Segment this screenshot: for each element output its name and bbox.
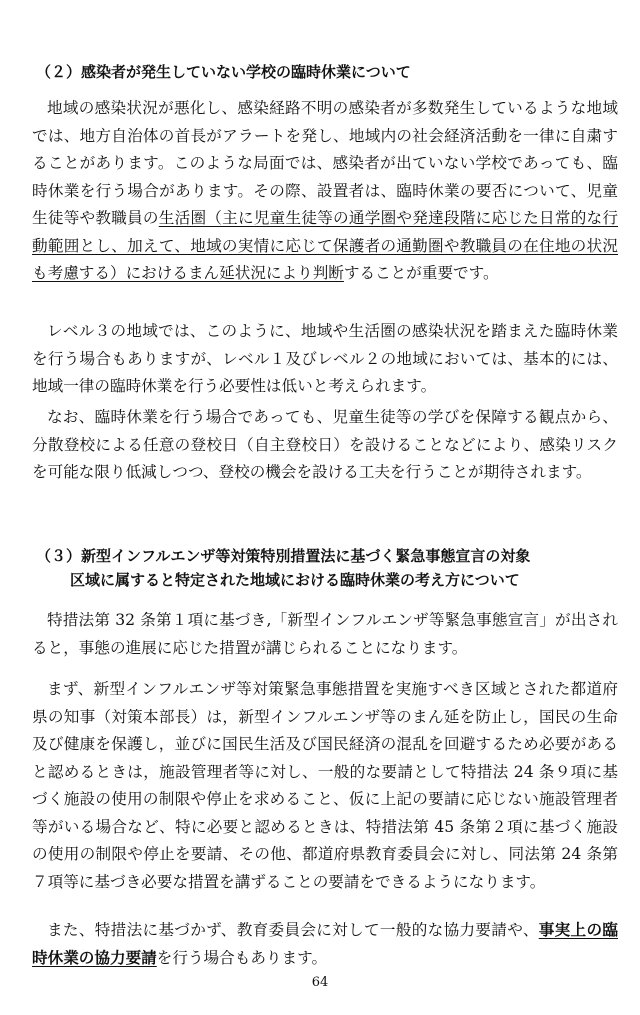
s3p2-text: まず、新型インフルエンザ等対策緊急事態措置を実施すべき区域とされた都道府県の知事（対策本部長）は，新型インフルエンザ等のまん延を防止し，国民の生命及び健康を保護し，並びに国民生活及び国民経済の混乱を回避するため必要があると認めるときは，施設管理者等に対し、一般的な要請として特措法 24 条９項に基づく施設の使用の制限や停止を求めること、仮に上記の要請に応じない施設管理者等がいる場合など、特に必要と認めるときは、特措法第 45 条第２項に基づく施設の使用の制限や停止を要請、その他、都道府県教育委員会に対し、同法第 24 条第７項等に基づき必要な措置を講ずることの要請をできるようになります。 <box>32 680 618 891</box>
section-2-paragraph-3 <box>32 404 618 487</box>
section-3-heading-line-1: （３）新型インフルエンザ等対策特別措置法に基づく緊急事態宣言の対象 <box>36 547 531 565</box>
s3p3-text-after: を行う場合もあります。 <box>156 948 328 967</box>
section-2-heading-text: （２）感染者が発生していない学校の臨時休業について <box>36 63 411 81</box>
section-2-heading <box>36 60 616 84</box>
s2p1-text-after: することが重要です。 <box>343 264 499 282</box>
section-3-heading-line-2: 区域に属すると特定された地域における臨時休業の考え方について <box>70 571 520 589</box>
section-3-paragraph-1 <box>32 607 618 662</box>
s3p3-underlined-bold-text: 事実上の臨時休業の協力要請 <box>32 921 618 967</box>
section-3-paragraph-2 <box>32 676 618 896</box>
s3p1-text: 特措法第 32 条第１項に基づき,「新型インフルエンザ等緊急事態宣言」が出されると，事態の進展に応じた措置が講じられることになります。 <box>32 611 618 657</box>
section-3-paragraph-3 <box>32 917 618 972</box>
section-2-paragraph-2 <box>32 318 618 401</box>
s3p3-text-before: また、特措法に基づかず、教育委員会に対して一般的な協力要請や、 <box>47 921 539 939</box>
s2p1-underlined-text: 生活圏（主に児童生徒等の通学圏や発達段階に応じた日常的な行動範囲とし、加えて、地域の実情に応じて保護者の通勤圏や教職員の在住地の状況も考慮する）におけるまん延状況により判断 <box>32 209 618 282</box>
s2p2-text: レベル３の地域では、このように、地域や生活圏の感染状況を踏まえた臨時休業を行う場合もありますが、レベル１及びレベル２の地域においては、基本的には、地域一律の臨時休業を行う必要性は低いと考えられます。 <box>32 322 618 395</box>
s2p1-text-before: 地域の感染状況が悪化し、感染経路不明の感染者が多数発生しているような地域では、地方自治体の首長がアラートを発し、地域内の社会経済活動を一律に自粛することがあります。このような局面では、感染者が出ていない学校であっても、臨時休業を行う場合があります。その際、設置者は、臨時休業の要否について、児童生徒等や教職員の <box>32 99 618 227</box>
section-2-paragraph-1 <box>32 95 618 288</box>
section-3-heading <box>36 544 616 592</box>
page-number: 64 <box>311 975 329 990</box>
s2p3-text: なお、臨時休業を行う場合であっても、児童生徒等の学びを保障する観点から、分散登校による任意の登校日（自主登校日）を設けることなどにより、感染リスクを可能な限り低減しつつ、登校の機会を設ける工夫を行うことが期待されます。 <box>32 408 618 481</box>
